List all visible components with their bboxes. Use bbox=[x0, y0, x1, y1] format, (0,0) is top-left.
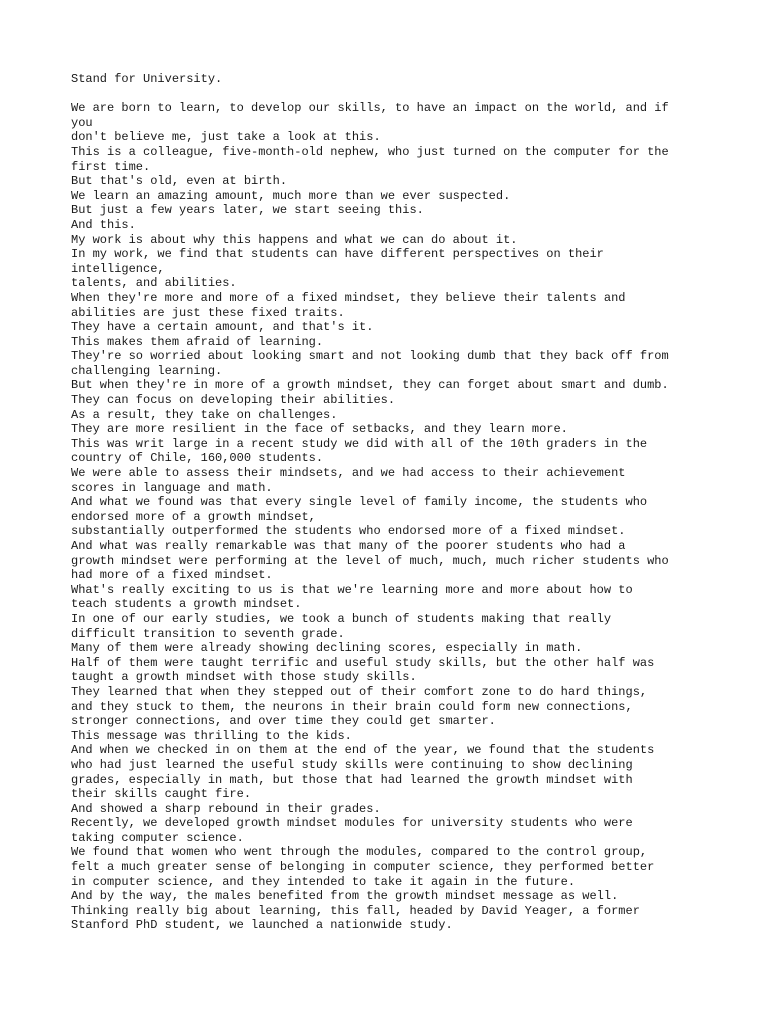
text-line: taught a growth mindset with those study skills. bbox=[71, 670, 417, 685]
text-line: teach students a growth mindset. bbox=[71, 597, 302, 612]
text-line: first time. bbox=[71, 159, 151, 174]
text-line: But just a few years later, we start seeing this. bbox=[71, 203, 424, 218]
text-line: Thinking really big about learning, this fall, headed by David Yeager, a former bbox=[71, 903, 640, 918]
text-line: abilities are just these fixed traits. bbox=[71, 305, 345, 320]
text-line: Stanford PhD student, we launched a nationwide study. bbox=[71, 918, 453, 933]
text-line: substantially outperformed the students who endorsed more of a fixed mindset. bbox=[71, 524, 626, 539]
text-line: They have a certain amount, and that's it. bbox=[71, 320, 374, 335]
document-title: Stand for University. bbox=[71, 72, 223, 86]
text-line: and they stuck to them, the neurons in their brain could form new connections, bbox=[71, 699, 633, 714]
text-line: Many of them were already showing declining scores, especially in math. bbox=[71, 641, 583, 656]
text-line: They are more resilient in the face of setbacks, and they learn more. bbox=[71, 422, 568, 437]
text-line: This message was thrilling to the kids. bbox=[71, 728, 352, 743]
blank-line bbox=[71, 87, 711, 102]
text-line: In my work, we find that students can have different perspectives on their bbox=[71, 247, 604, 262]
text-line: intelligence, bbox=[71, 261, 165, 276]
text-line: They're so worried about looking smart and not looking dumb that they back off from bbox=[71, 349, 669, 364]
text-line: But when they're in more of a growth mindset, they can forget about smart and dumb. bbox=[71, 378, 669, 393]
text-line: But that's old, even at birth. bbox=[71, 174, 288, 189]
text-line: And showed a sharp rebound in their grades. bbox=[71, 801, 381, 816]
text-line: They can focus on developing their abilities. bbox=[71, 393, 396, 408]
text-line: And by the way, the males benefited from the growth mindset message as well. bbox=[71, 889, 619, 904]
text-line: had more of a fixed mindset. bbox=[71, 568, 273, 583]
text-line: When they're more and more of a fixed mindset, they believe their talents and bbox=[71, 290, 626, 305]
text-line: We are born to learn, to develop our skills, to have an impact on the world, and if bbox=[71, 101, 669, 116]
text-line: Half of them were taught terrific and useful study skills, but the other half was bbox=[71, 655, 655, 670]
text-line: My work is about why this happens and what we can do about it. bbox=[71, 232, 518, 247]
text-line: endorsed more of a growth mindset, bbox=[71, 509, 316, 524]
document-text bbox=[71, 101, 711, 933]
text-line: their skills caught fire. bbox=[71, 787, 252, 802]
text-line: don't believe me, just take a look at this. bbox=[71, 130, 381, 145]
text-line: What's really exciting to us is that we're learning more and more about how to bbox=[71, 582, 633, 597]
text-line: And this. bbox=[71, 217, 136, 232]
text-line: in computer science, and they intended to take it again in the future. bbox=[71, 874, 576, 889]
text-line: And when we checked in on them at the end of the year, we found that the students bbox=[71, 743, 655, 758]
text-line: As a result, they take on challenges. bbox=[71, 407, 338, 422]
text-line: stronger connections, and over time they could get smarter. bbox=[71, 714, 496, 729]
text-line: scores in language and math. bbox=[71, 480, 273, 495]
text-line: country of Chile, 160,000 students. bbox=[71, 451, 324, 466]
document-body bbox=[71, 72, 711, 933]
text-line: In one of our early studies, we took a bunch of students making that really bbox=[71, 611, 612, 626]
text-line: Recently, we developed growth mindset modules for university students who were bbox=[71, 816, 633, 831]
text-line: growth mindset were performing at the level of much, much, much richer students who bbox=[71, 553, 669, 568]
text-line: They learned that when they stepped out of their comfort zone to do hard things, bbox=[71, 684, 648, 699]
text-line: talents, and abilities. bbox=[71, 276, 237, 291]
text-line: challenging learning. bbox=[71, 363, 223, 378]
text-line: taking computer science. bbox=[71, 830, 244, 845]
text-line: And what was really remarkable was that many of the poorer students who had a bbox=[71, 539, 626, 553]
text-line: felt a much greater sense of belonging in computer science, they performed better bbox=[71, 860, 655, 875]
text-line: This makes them afraid of learning. bbox=[71, 334, 324, 349]
text-line: who had just learned the useful study skills were continuing to show declining bbox=[71, 757, 633, 772]
text-line: grades, especially in math, but those that had learned the growth mindset with bbox=[71, 772, 633, 787]
text-line: you bbox=[71, 115, 93, 130]
text-line: We learn an amazing amount, much more than we ever suspected. bbox=[71, 188, 511, 203]
text-line: difficult transition to seventh grade. bbox=[71, 626, 345, 641]
text-line: This was writ large in a recent study we did with all of the 10th graders in the bbox=[71, 436, 648, 451]
text-line: We were able to assess their mindsets, and we had access to their achievement bbox=[71, 466, 626, 481]
text-line: We found that women who went through the modules, compared to the control group, bbox=[71, 845, 648, 860]
text-line: And what we found was that every single level of family income, the students who bbox=[71, 495, 648, 510]
text-line: This is a colleague, five-month-old nephew, who just turned on the computer for the bbox=[71, 144, 669, 159]
